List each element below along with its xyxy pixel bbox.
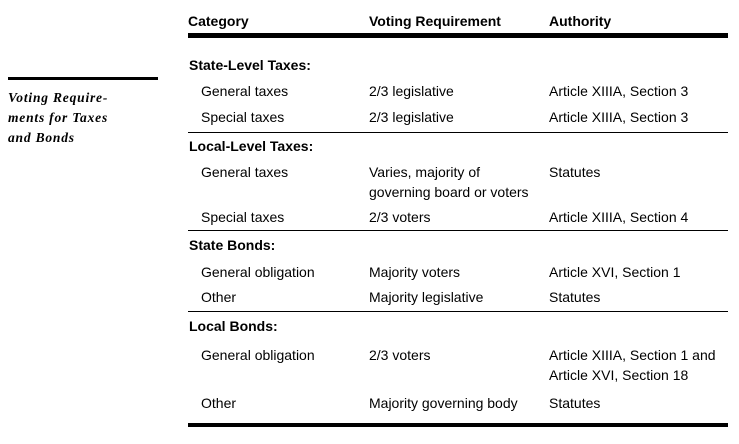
cell-category: Special taxes [201, 209, 285, 225]
header-rule [188, 33, 728, 38]
cell-authority: Article XIIIA, Section 3 [549, 83, 689, 99]
cell-authority: Statutes [549, 164, 601, 180]
sidebar-title-line: ments for Taxes [8, 110, 109, 125]
cell-requirement: 2/3 legislative [369, 109, 454, 125]
cell-requirement: Majority legislative [369, 289, 484, 305]
cell-authority: Article XVI, Section 18 [549, 367, 689, 383]
cell-category: Special taxes [201, 109, 285, 125]
cell-authority: Article XVI, Section 1 [549, 264, 681, 280]
cell-category: Other [201, 289, 237, 305]
cell-requirement: 2/3 legislative [369, 83, 454, 99]
section-divider [188, 230, 728, 231]
sidebar-title-line: and Bonds [8, 130, 75, 145]
cell-category: General taxes [201, 83, 289, 99]
header-category: Category [188, 13, 249, 29]
cell-authority: Article XIIIA, Section 4 [549, 209, 689, 225]
section-title: Local Bonds: [189, 318, 278, 334]
cell-category: General taxes [201, 164, 289, 180]
cell-requirement: governing board or voters [369, 184, 529, 200]
cell-category: General obligation [201, 347, 315, 363]
sidebar-title [8, 88, 158, 148]
cell-requirement: Majority governing body [369, 395, 518, 411]
cell-authority: Article XIIIA, Section 1 and [549, 347, 716, 363]
cell-requirement: Majority voters [369, 264, 461, 280]
section-title: Local-Level Taxes: [189, 138, 314, 154]
sidebar-title-line: Voting Require- [8, 90, 109, 105]
table-bottom-rule [188, 423, 728, 427]
sidebar-rule [8, 77, 158, 80]
cell-category: Other [201, 395, 237, 411]
cell-requirement: Varies, majority of [369, 164, 480, 180]
header-voting-requirement: Voting Requirement [369, 13, 501, 29]
cell-requirement: 2/3 voters [369, 209, 431, 225]
cell-authority: Statutes [549, 289, 601, 305]
section-title: State Bonds: [189, 237, 276, 253]
section-divider [188, 311, 728, 312]
section-title: State-Level Taxes: [189, 57, 311, 73]
section-divider [188, 132, 728, 133]
cell-category: General obligation [201, 264, 315, 280]
cell-requirement: 2/3 voters [369, 347, 431, 363]
cell-authority: Article XIIIA, Section 3 [549, 109, 689, 125]
cell-authority: Statutes [549, 395, 601, 411]
header-authority: Authority [549, 13, 612, 29]
